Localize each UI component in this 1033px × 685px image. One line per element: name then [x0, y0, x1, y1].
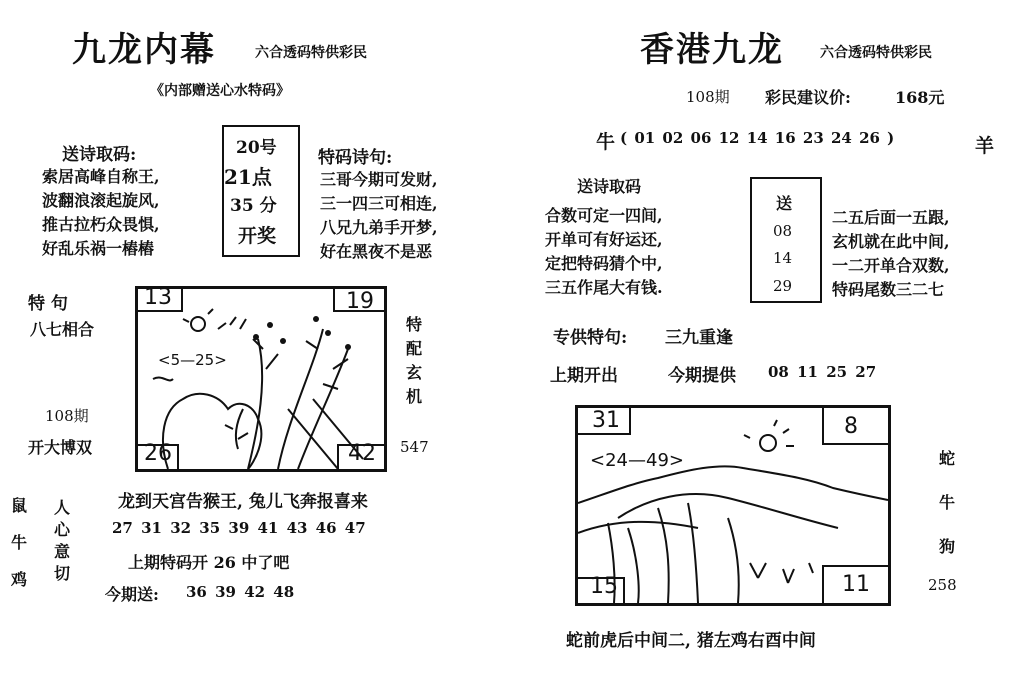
animal-char: 牛 [10, 533, 27, 552]
right-subtitle: 六合透码特供彩民 [820, 45, 932, 61]
left-pic-corner-tr: 19 [346, 289, 374, 314]
right-pic-corner-br: 11 [842, 572, 870, 597]
right-pic-corner-tr: 8 [844, 414, 858, 439]
left-issue: 108期 [45, 407, 89, 425]
left-title: 九龙内幕 [72, 30, 216, 70]
send-number: 14 [773, 249, 793, 267]
left-pic-corner-br: 42 [348, 441, 376, 466]
kai-text: 开大博双 [28, 438, 93, 457]
niu-numbers: ( 01 02 06 12 14 16 23 24 26 ) [620, 129, 895, 147]
left-pic-corner-tl: 13 [144, 285, 172, 310]
draw-day: 20号 [236, 138, 277, 158]
animal-char: 鼠 [10, 496, 27, 515]
ren-xin-vertical [50, 497, 74, 585]
side-char: 特 [405, 315, 422, 334]
left-poem [42, 165, 160, 261]
animal-char: 牛 [938, 493, 955, 512]
left-side-vertical [402, 313, 426, 409]
special-poem [320, 168, 438, 264]
provide-label: 今期提供 [668, 366, 736, 386]
left-poem-line: 推古拉朽众畏惧, [42, 215, 160, 234]
animal-char: 狗 [938, 537, 955, 556]
animal-char: 蛇 [938, 449, 955, 468]
last-label: 上期开出 [550, 366, 618, 386]
send-box [750, 177, 822, 303]
right-poem-line: 三五作尾大有钱. [545, 278, 663, 297]
last-issue-line: 上期特码开 26 中了吧 [128, 553, 290, 572]
right-poem-heading: 送诗取码 [577, 177, 642, 196]
left-poem-line: 波翻浪滚起旋风, [42, 191, 160, 210]
left-subtitle: 六合透码特供彩民 [255, 45, 367, 61]
numbers-line: 27 31 32 35 39 41 43 46 47 [112, 519, 366, 537]
right-side-poem-line: 特码尾数三二七 [832, 280, 945, 299]
right-title: 香港九龙 [640, 30, 784, 70]
side-char: 机 [405, 387, 422, 406]
ren-xin-char: 意 [53, 542, 70, 561]
right-side-number: 258 [928, 576, 957, 594]
draw-hour: 21点 [224, 165, 272, 189]
draw-minute: 35 分 [230, 196, 277, 216]
right-side-poem-line: 玄机就在此中间, [832, 232, 950, 251]
right-issue: 108期 [686, 88, 730, 106]
right-side-poem-line: 一二开单合双数, [832, 256, 950, 275]
special-poem-heading: 特码诗句: [318, 148, 393, 168]
today-numbers: 36 39 42 48 [186, 583, 295, 601]
bottom-line: 蛇前虎后中间二, 猪左鸡右酉中间 [566, 631, 816, 651]
send-number: 08 [773, 222, 793, 240]
right-poem-line: 开单可有好运还, [545, 230, 663, 249]
draw-label: 开奖 [238, 225, 277, 247]
yang-label: 羊 [975, 135, 995, 157]
send-label: 送 [776, 194, 793, 213]
left-poem-heading: 送诗取码: [62, 145, 137, 165]
right-poem [545, 204, 663, 300]
right-side-poem-line: 二五后面一五跟, [832, 208, 950, 227]
zhuan-text: 三九重逢 [665, 328, 733, 348]
ren-xin-char: 切 [53, 564, 70, 583]
right-picture [575, 405, 891, 606]
te-ju-text: 八七相合 [30, 320, 95, 339]
side-char: 玄 [405, 363, 422, 382]
special-poem-line: 八兄九弟手开梦, [320, 218, 438, 237]
right-pic-corner-tl: 31 [592, 408, 620, 433]
left-pic-range: <5—25> [158, 351, 227, 369]
send-number: 29 [773, 277, 793, 295]
right-pic-range: <24—49> [590, 450, 684, 471]
right-side-poem [832, 206, 950, 302]
te-ju-label: 特 句 [28, 294, 68, 314]
special-poem-line: 三一四三可相连, [320, 194, 438, 213]
ren-xin-char: 人 [53, 498, 70, 517]
draw-time-box [222, 125, 300, 257]
special-poem-line: 三哥今期可发财, [320, 170, 438, 189]
ren-xin-char: 心 [53, 520, 70, 539]
right-animals [935, 437, 959, 569]
left-pic-corner-bl: 26 [144, 441, 172, 466]
left-animals [8, 487, 30, 598]
price-label: 彩民建议价: [765, 88, 851, 107]
animal-char: 鸡 [10, 570, 27, 589]
dragon-line: 龙到天宫告猴王, 兔儿飞奔报喜来 [118, 492, 368, 512]
niu-label: 牛 [596, 131, 616, 153]
price-value: 168元 [895, 88, 945, 107]
special-poem-line: 好在黑夜不是恶 [320, 242, 433, 261]
provide-numbers: 08 11 25 27 [768, 363, 877, 381]
side-char: 配 [405, 339, 422, 358]
left-picture [135, 286, 387, 472]
left-poem-line: 好乱乐祸一樁樁 [42, 239, 155, 258]
left-side-number: 547 [400, 438, 429, 456]
left-poem-line: 索居高峰自称王, [42, 167, 160, 186]
zhuan-label: 专供特句: [553, 328, 628, 348]
left-tagline: 《内部赠送心水特码》 [150, 83, 290, 99]
right-poem-line: 合数可定一四间, [545, 206, 663, 225]
right-pic-corner-bl: 15 [590, 574, 618, 599]
today-label: 今期送: [105, 585, 159, 604]
right-poem-line: 定把特码猜个中, [545, 254, 663, 273]
